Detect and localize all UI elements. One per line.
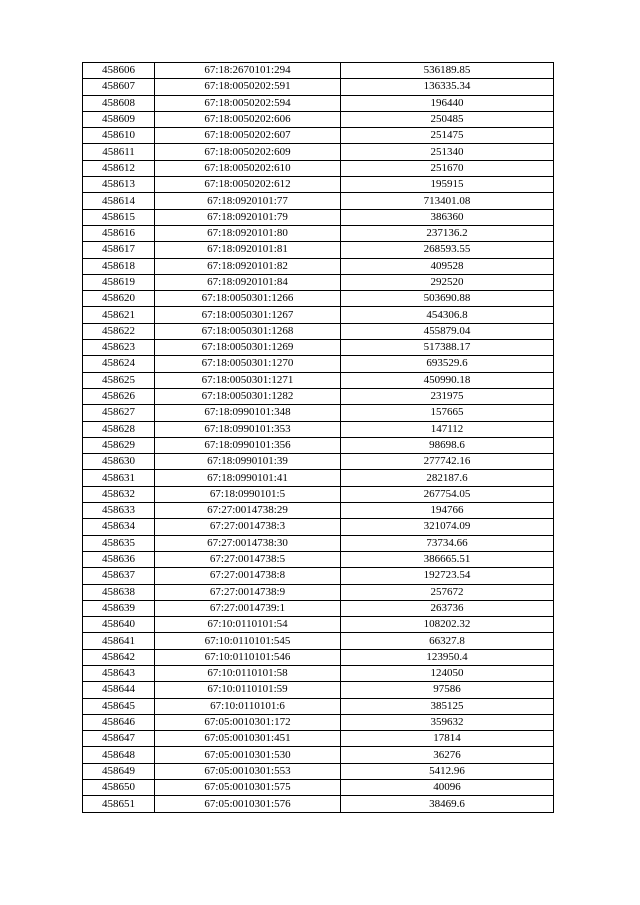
value-cell: 693529.6	[341, 356, 554, 372]
cadastral-number-cell: 67:27:0014738:29	[155, 503, 341, 519]
cadastral-number-cell: 67:18:0050202:607	[155, 128, 341, 144]
row-number-cell: 458642	[83, 649, 155, 665]
value-cell: 231975	[341, 388, 554, 404]
table-row	[83, 225, 554, 241]
value-cell: 257672	[341, 584, 554, 600]
cadastral-number-cell: 67:18:0050301:1269	[155, 340, 341, 356]
value-cell: 192723.54	[341, 568, 554, 584]
cadastral-number-cell: 67:27:0014738:8	[155, 568, 341, 584]
row-number-cell: 458651	[83, 796, 155, 812]
value-cell: 503690.88	[341, 291, 554, 307]
cadastral-number-cell: 67:18:0050301:1270	[155, 356, 341, 372]
cadastral-number-cell: 67:18:0050301:1266	[155, 291, 341, 307]
cadastral-number-cell: 67:18:0050202:612	[155, 177, 341, 193]
cadastral-number-cell: 67:18:0990101:356	[155, 437, 341, 453]
row-number-cell: 458638	[83, 584, 155, 600]
row-number-cell: 458640	[83, 617, 155, 633]
value-cell: 386665.51	[341, 551, 554, 567]
row-number-cell: 458610	[83, 128, 155, 144]
table-row	[83, 747, 554, 763]
cadastral-number-cell: 67:18:0920101:82	[155, 258, 341, 274]
value-cell: 251340	[341, 144, 554, 160]
table-row	[83, 388, 554, 404]
row-number-cell: 458621	[83, 307, 155, 323]
row-number-cell: 458650	[83, 780, 155, 796]
table-row	[83, 307, 554, 323]
row-number-cell: 458624	[83, 356, 155, 372]
value-cell: 277742.16	[341, 454, 554, 470]
table-row	[83, 454, 554, 470]
table-row	[83, 649, 554, 665]
cadastral-number-cell: 67:18:0920101:79	[155, 209, 341, 225]
value-cell: 97586	[341, 682, 554, 698]
row-number-cell: 458636	[83, 551, 155, 567]
value-cell: 251475	[341, 128, 554, 144]
value-cell: 147112	[341, 421, 554, 437]
cadastral-number-cell: 67:18:0920101:81	[155, 242, 341, 258]
cadastral-number-cell: 67:18:0990101:348	[155, 405, 341, 421]
table-row	[83, 503, 554, 519]
cadastral-number-cell: 67:18:0990101:5	[155, 486, 341, 502]
cadastral-number-cell: 67:05:0010301:575	[155, 780, 341, 796]
table-row	[83, 665, 554, 681]
table-row	[83, 796, 554, 812]
table-row	[83, 209, 554, 225]
cadastral-number-cell: 67:18:0990101:41	[155, 470, 341, 486]
table-row	[83, 193, 554, 209]
table-row	[83, 617, 554, 633]
cadastral-number-cell: 67:18:0920101:84	[155, 274, 341, 290]
row-number-cell: 458613	[83, 177, 155, 193]
cadastral-number-cell: 67:05:0010301:172	[155, 714, 341, 730]
value-cell: 450990.18	[341, 372, 554, 388]
value-cell: 386360	[341, 209, 554, 225]
row-number-cell: 458635	[83, 535, 155, 551]
row-number-cell: 458620	[83, 291, 155, 307]
row-number-cell: 458626	[83, 388, 155, 404]
value-cell: 196440	[341, 95, 554, 111]
cadastral-number-cell: 67:10:0110101:545	[155, 633, 341, 649]
table-row	[83, 160, 554, 176]
value-cell: 36276	[341, 747, 554, 763]
row-number-cell: 458611	[83, 144, 155, 160]
value-cell: 251670	[341, 160, 554, 176]
table-row	[83, 291, 554, 307]
row-number-cell: 458623	[83, 340, 155, 356]
table-row	[83, 242, 554, 258]
value-cell: 194766	[341, 503, 554, 519]
row-number-cell: 458615	[83, 209, 155, 225]
row-number-cell: 458609	[83, 111, 155, 127]
table-row	[83, 535, 554, 551]
table-row	[83, 340, 554, 356]
cadastral-value-table	[82, 62, 554, 813]
row-number-cell: 458637	[83, 568, 155, 584]
table-row	[83, 258, 554, 274]
cadastral-number-cell: 67:18:0050202:609	[155, 144, 341, 160]
table-row	[83, 177, 554, 193]
value-cell: 66327.8	[341, 633, 554, 649]
cadastral-number-cell: 67:27:0014738:9	[155, 584, 341, 600]
row-number-cell: 458625	[83, 372, 155, 388]
value-cell: 292520	[341, 274, 554, 290]
value-cell: 136335.34	[341, 79, 554, 95]
value-cell: 124050	[341, 665, 554, 681]
cadastral-number-cell: 67:27:0014738:30	[155, 535, 341, 551]
row-number-cell: 458627	[83, 405, 155, 421]
value-cell: 268593.55	[341, 242, 554, 258]
value-cell: 237136.2	[341, 225, 554, 241]
cadastral-number-cell: 67:27:0014738:5	[155, 551, 341, 567]
value-cell: 263736	[341, 600, 554, 616]
cadastral-number-cell: 67:05:0010301:451	[155, 731, 341, 747]
cadastral-number-cell: 67:18:0990101:353	[155, 421, 341, 437]
cadastral-number-cell: 67:18:0050301:1267	[155, 307, 341, 323]
row-number-cell: 458616	[83, 225, 155, 241]
table-row	[83, 111, 554, 127]
row-number-cell: 458641	[83, 633, 155, 649]
cadastral-number-cell: 67:27:0014738:3	[155, 519, 341, 535]
value-cell: 195915	[341, 177, 554, 193]
row-number-cell: 458648	[83, 747, 155, 763]
row-number-cell: 458639	[83, 600, 155, 616]
table-row	[83, 682, 554, 698]
table-row	[83, 568, 554, 584]
cadastral-number-cell: 67:18:2670101:294	[155, 63, 341, 79]
row-number-cell: 458649	[83, 763, 155, 779]
value-cell: 38469.6	[341, 796, 554, 812]
value-cell: 517388.17	[341, 340, 554, 356]
value-cell: 73734.66	[341, 535, 554, 551]
cadastral-number-cell: 67:10:0110101:58	[155, 665, 341, 681]
value-cell: 5412.96	[341, 763, 554, 779]
row-number-cell: 458622	[83, 323, 155, 339]
cadastral-number-cell: 67:18:0050301:1271	[155, 372, 341, 388]
table-row	[83, 128, 554, 144]
cadastral-number-cell: 67:27:0014739:1	[155, 600, 341, 616]
cadastral-number-cell: 67:10:0110101:546	[155, 649, 341, 665]
row-number-cell: 458645	[83, 698, 155, 714]
table-row	[83, 486, 554, 502]
value-cell: 250485	[341, 111, 554, 127]
cadastral-number-cell: 67:10:0110101:6	[155, 698, 341, 714]
row-number-cell: 458631	[83, 470, 155, 486]
row-number-cell: 458630	[83, 454, 155, 470]
table-row	[83, 731, 554, 747]
cadastral-number-cell: 67:10:0110101:59	[155, 682, 341, 698]
value-cell: 123950.4	[341, 649, 554, 665]
cadastral-number-cell: 67:18:0050301:1282	[155, 388, 341, 404]
table-row	[83, 519, 554, 535]
value-cell: 40096	[341, 780, 554, 796]
value-cell: 98698.6	[341, 437, 554, 453]
value-cell: 713401.08	[341, 193, 554, 209]
value-cell: 108202.32	[341, 617, 554, 633]
row-number-cell: 458633	[83, 503, 155, 519]
row-number-cell: 458646	[83, 714, 155, 730]
cadastral-number-cell: 67:18:0050202:610	[155, 160, 341, 176]
table-row	[83, 437, 554, 453]
table-row	[83, 79, 554, 95]
row-number-cell: 458607	[83, 79, 155, 95]
table-row	[83, 405, 554, 421]
value-cell: 536189.85	[341, 63, 554, 79]
cadastral-number-cell: 67:18:0990101:39	[155, 454, 341, 470]
cadastral-number-cell: 67:05:0010301:576	[155, 796, 341, 812]
table-row	[83, 600, 554, 616]
value-cell: 157665	[341, 405, 554, 421]
table-row	[83, 714, 554, 730]
row-number-cell: 458634	[83, 519, 155, 535]
row-number-cell: 458647	[83, 731, 155, 747]
cadastral-number-cell: 67:10:0110101:54	[155, 617, 341, 633]
cadastral-number-cell: 67:18:0920101:80	[155, 225, 341, 241]
table-row	[83, 356, 554, 372]
table-body	[83, 63, 554, 813]
table-row	[83, 95, 554, 111]
row-number-cell: 458643	[83, 665, 155, 681]
row-number-cell: 458644	[83, 682, 155, 698]
table-row	[83, 274, 554, 290]
value-cell: 359632	[341, 714, 554, 730]
row-number-cell: 458608	[83, 95, 155, 111]
table-row	[83, 763, 554, 779]
cadastral-number-cell: 67:18:0050202:594	[155, 95, 341, 111]
table-row	[83, 551, 554, 567]
value-cell: 454306.8	[341, 307, 554, 323]
table-row	[83, 633, 554, 649]
value-cell: 267754.05	[341, 486, 554, 502]
table-row	[83, 584, 554, 600]
table-row	[83, 144, 554, 160]
value-cell: 409528	[341, 258, 554, 274]
table-row	[83, 470, 554, 486]
value-cell: 321074.09	[341, 519, 554, 535]
table-row	[83, 780, 554, 796]
row-number-cell: 458614	[83, 193, 155, 209]
value-cell: 455879.04	[341, 323, 554, 339]
row-number-cell: 458628	[83, 421, 155, 437]
value-cell: 282187.6	[341, 470, 554, 486]
row-number-cell: 458632	[83, 486, 155, 502]
table-row	[83, 421, 554, 437]
value-cell: 385125	[341, 698, 554, 714]
table-row	[83, 698, 554, 714]
table-row	[83, 372, 554, 388]
row-number-cell: 458606	[83, 63, 155, 79]
cadastral-number-cell: 67:18:0050202:591	[155, 79, 341, 95]
row-number-cell: 458619	[83, 274, 155, 290]
row-number-cell: 458629	[83, 437, 155, 453]
table-row	[83, 63, 554, 79]
row-number-cell: 458612	[83, 160, 155, 176]
table-row	[83, 323, 554, 339]
cadastral-number-cell: 67:05:0010301:530	[155, 747, 341, 763]
row-number-cell: 458617	[83, 242, 155, 258]
cadastral-number-cell: 67:18:0920101:77	[155, 193, 341, 209]
cadastral-number-cell: 67:18:0050202:606	[155, 111, 341, 127]
row-number-cell: 458618	[83, 258, 155, 274]
cadastral-number-cell: 67:05:0010301:553	[155, 763, 341, 779]
value-cell: 17814	[341, 731, 554, 747]
cadastral-number-cell: 67:18:0050301:1268	[155, 323, 341, 339]
